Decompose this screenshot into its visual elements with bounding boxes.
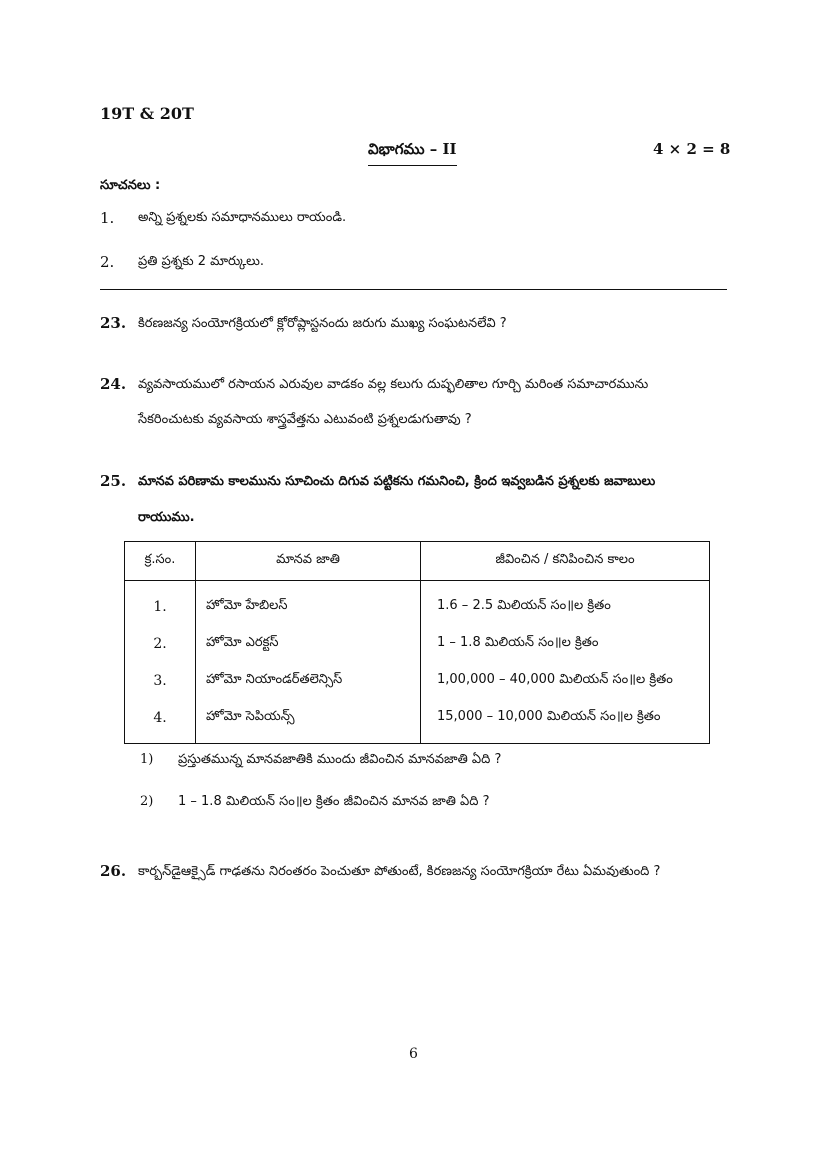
subquestion-number: 1) [140, 752, 154, 767]
cell-species: హోమో నియాండర్‌తలెన్సిస్ [196, 662, 421, 699]
cell-serial: 2. [125, 625, 196, 662]
cell-serial: 1. [125, 581, 196, 626]
paper-code: 19T & 20T [100, 104, 194, 123]
cell-period: 1,00,000 – 40,000 మిలియన్ సం॥ల క్రితం [421, 662, 710, 699]
instruction-number: 1. [100, 209, 115, 227]
instruction-number: 2. [100, 253, 115, 271]
subquestion-text: ప్రస్తుతమున్న మానవజాతికి ముందు జీవించిన మానవజాతి ఏది ? [178, 752, 502, 767]
question-text-line: మానవ పరిణామ కాలమును సూచించు దిగువ పట్టికను గమనించి, క్రింద ఇవ్వబడిన ప్రశ్నలకు జవాబులు [138, 474, 656, 489]
column-header-species: మానవ జాతి [196, 542, 421, 581]
instruction-item [100, 208, 114, 227]
question-text: కార్బన్‌డైఆక్సైడ్ గాఢతను నిరంతరం పెంచుతూ పోతుంటే, కిరణజన్య సంయోగక్రియా రేటు ఏమవుతుంది ? [138, 864, 661, 879]
question-number: 26. [100, 862, 127, 880]
cell-serial: 4. [125, 699, 196, 744]
cell-species: హోమో హేబిలస్ [196, 581, 421, 626]
subquestion-text: 1 – 1.8 మిలియన్ సం॥ల క్రితం జీవించిన మానవ జాతి ఏది ? [178, 794, 490, 809]
instructions-heading: సూచనలు : [100, 178, 161, 193]
cell-period: 1 – 1.8 మిలియన్ సం॥ల క్రితం [421, 625, 710, 662]
column-header-serial: క్ర.సం. [125, 542, 196, 581]
instruction-item [100, 252, 114, 271]
cell-species: హోమో సెపియన్స్ [196, 699, 421, 744]
question-number: 24. [100, 375, 127, 393]
table-header-row [125, 542, 710, 581]
divider [100, 289, 727, 290]
table-row [125, 699, 710, 744]
question-number: 25. [100, 472, 127, 490]
cell-period: 15,000 – 10,000 మిలియన్ సం॥ల క్రితం [421, 699, 710, 744]
question-text-line: సేకరించుటకు వ్యవసాయ శాస్త్రవేత్తను ఎటువంటి ప్రశ్నలడుగుతావు ? [138, 412, 472, 427]
page-number: 6 [409, 1046, 418, 1062]
section-marks: 4 × 2 = 8 [653, 140, 731, 158]
question-number: 23. [100, 314, 127, 332]
human-evolution-table [124, 541, 710, 744]
cell-species: హోమో ఎరక్టస్ [196, 625, 421, 662]
question-text: కిరణజన్య సంయోగక్రియలో క్లోరోప్లాస్టనందు జరుగు ముఖ్య సంఘటనలేవి ? [138, 316, 507, 331]
question-text-line: రాయుము. [138, 510, 195, 525]
instruction-text: ప్రతి ప్రశ్నకు 2 మార్కులు. [138, 254, 264, 269]
subquestion-number: 2) [140, 794, 154, 809]
question-text-line: వ్యవసాయములో రసాయన ఎరువుల వాడకం వల్ల కలుగు దుష్ఫలితాల గూర్చి మరింత సమాచారమును [138, 377, 649, 392]
section-title: విభాగము – II [368, 140, 457, 166]
table-row [125, 581, 710, 626]
instruction-text: అన్ని ప్రశ్నలకు సమాధానములు రాయండి. [138, 210, 347, 225]
table-row [125, 662, 710, 699]
column-header-period: జీవించిన / కనిపించిన కాలం [421, 542, 710, 581]
cell-period: 1.6 – 2.5 మిలియన్ సం॥ల క్రితం [421, 581, 710, 626]
cell-serial: 3. [125, 662, 196, 699]
table-row [125, 625, 710, 662]
